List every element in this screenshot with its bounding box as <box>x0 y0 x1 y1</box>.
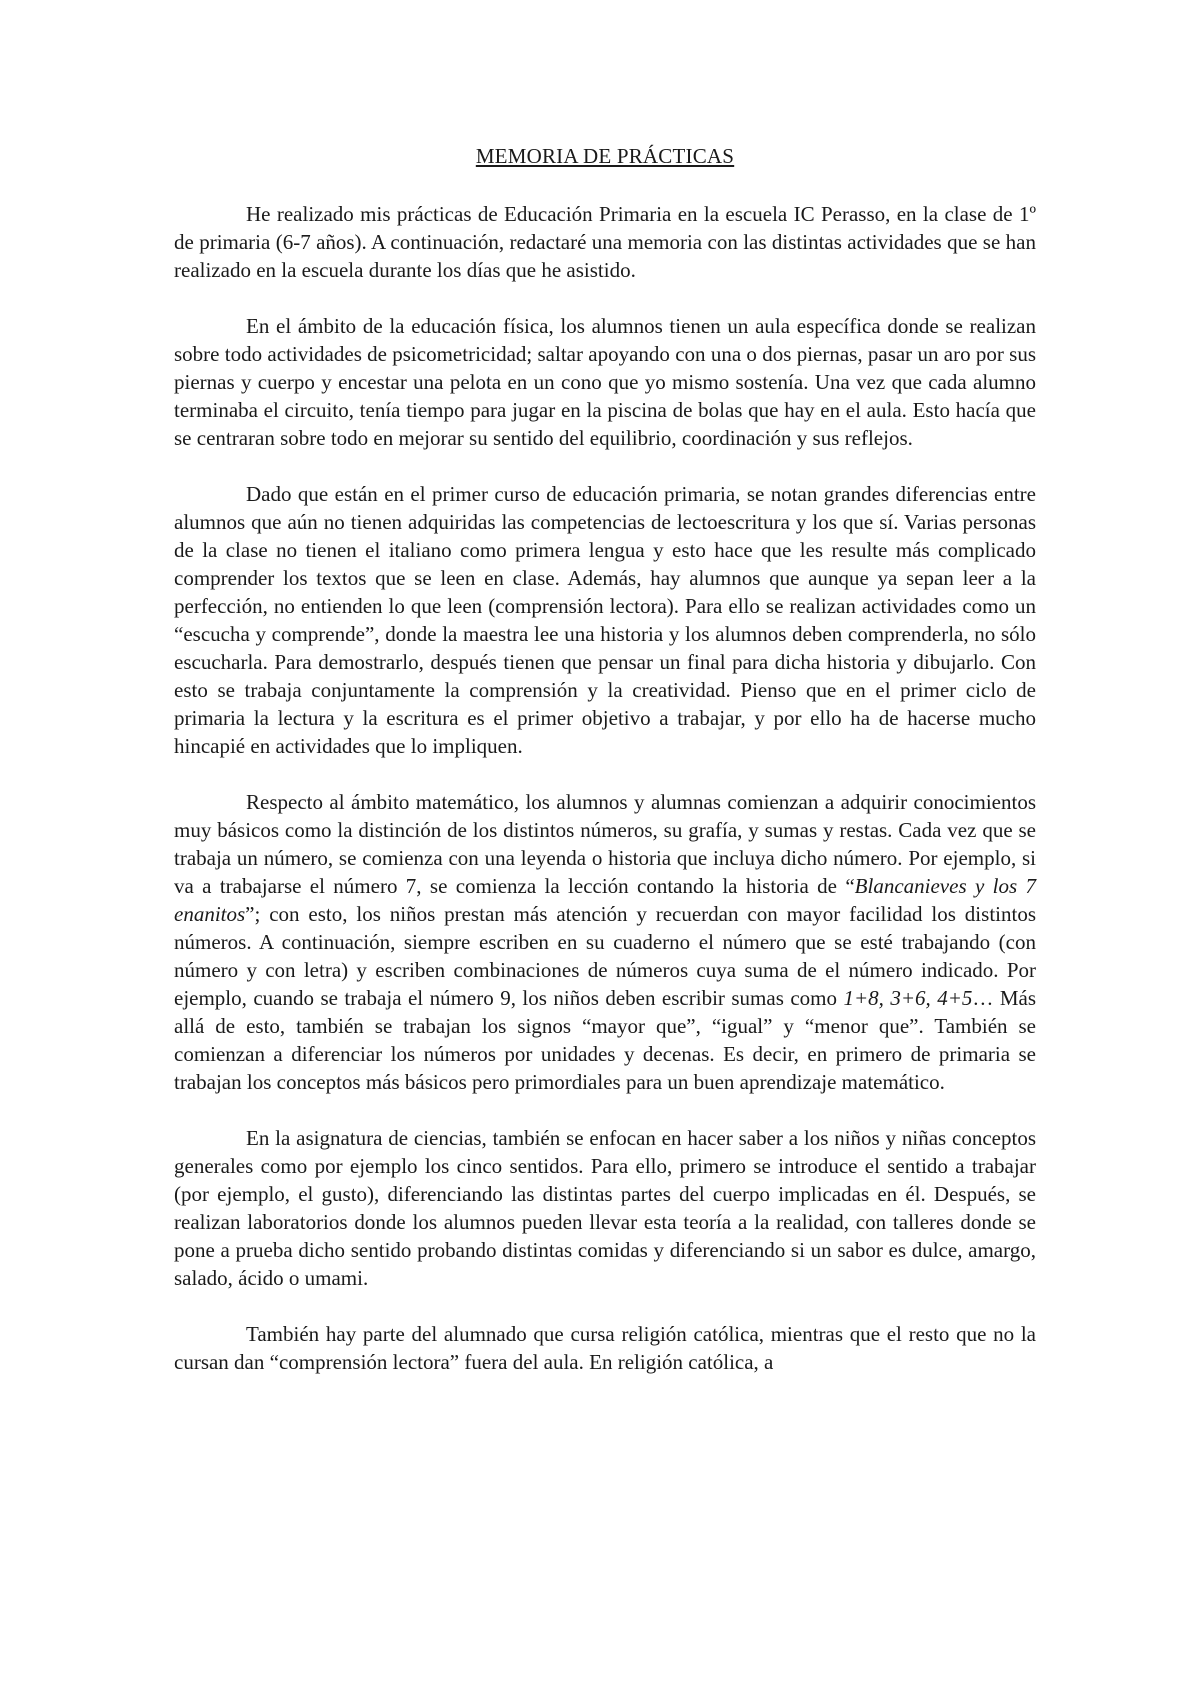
paragraph-text: En la asignatura de ciencias, también se enfocan en hacer saber a los niños y niñas conceptos generales como por ejemplo los cinco sentidos. Para ello, primero se introduce el sentido a trabajar (por ejemplo, el gusto), diferenciando las distintas partes del cuerpo implicadas en él. Después, se realizan laboratorios donde los alumnos pueden llevar esta teoría a la realidad, con talleres donde se pone a prueba dicho sentido probando distintas comidas y diferenciando si un sabor es dulce, amargo, salado, ácido o umami. <box>174 1126 1036 1290</box>
paragraph-text: He realizado mis prácticas de Educación Primaria en la escuela IC Perasso, en la clase de 1º de primaria (6-7 años). A continuación, redactaré una memoria con las distintas actividades que se han realizado en la escuela durante los días que he asistido. <box>174 202 1036 282</box>
body-paragraph <box>174 1320 1036 1376</box>
body-paragraph <box>174 480 1036 760</box>
paragraph-text: En el ámbito de la educación física, los alumnos tienen un aula específica donde se realizan sobre todo actividades de psicometricidad; saltar apoyando con una o dos piernas, pasar un aro por sus piernas y cuerpo y encestar una pelota en un cono que yo mismo sostenía. Una vez que cada alumno terminaba el circuito, tenía tiempo para jugar en la piscina de bolas que hay en el aula. Esto hacía que se centraran sobre todo en mejorar su sentido del equilibrio, coordinación y sus reflejos. <box>174 314 1036 450</box>
italic-text: 1+8, 3+6, 4+5 <box>843 986 973 1010</box>
paragraph-list <box>174 200 1036 1376</box>
italic-text: Blancanieves y los 7 enanitos <box>174 874 1036 926</box>
paragraph-text: Dado que están en el primer curso de educación primaria, se notan grandes diferencias entre alumnos que aún no tienen adquiridas las competencias de lectoescritura y los que sí. Varias personas de la clase no tienen el italiano como primera lengua y esto hace que les resulte más complicado comprender los textos que se leen en clase. Además, hay alumnos que aunque ya sepan leer a la perfección, no entienden lo que leen (comprensión lectora). Para ello se realizan actividades como un “escucha y comprende”, donde la maestra lee una historia y los alumnos deben comprenderla, no sólo escucharla. Para demostrarlo, después tienen que pensar un final para dicha historia y dibujarlo. Con esto se trabaja conjuntamente la comprensión y la creatividad. Pienso que en el primer ciclo de primaria la lectura y la escritura es el primer objetivo a trabajar, y por ello ha de hacerse mucho hincapié en actividades que lo impliquen. <box>174 482 1036 758</box>
body-paragraph <box>174 312 1036 452</box>
paragraph-text: ”; con esto, los niños prestan más atención y recuerdan con mayor facilidad los distintos números. A continuación, siempre escriben en su cuaderno el número que se esté trabajando (con número y con letra) y escriben combinaciones de números cuya suma de el número indicado. Por ejemplo, cuando se trabaja el número 9, los niños deben escribir sumas como <box>174 902 1036 1010</box>
paragraph-text: … Más allá de esto, también se trabajan los signos “mayor que”, “igual” y “menor que”. También se comienzan a diferenciar los números por unidades y decenas. Es decir, en primero de primaria se trabajan los conceptos más básicos pero primordiales para un buen aprendizaje matemático. <box>174 986 1036 1094</box>
document-title: MEMORIA DE PRÁCTICAS <box>475 144 735 168</box>
document-body <box>174 142 1036 1404</box>
paragraph-text: También hay parte del alumnado que cursa religión católica, mientras que el resto que no la cursan dan “comprensión lectora” fuera del aula. En religión católica, a <box>174 1322 1036 1374</box>
body-paragraph <box>174 200 1036 284</box>
paragraph-text: Respecto al ámbito matemático, los alumnos y alumnas comienzan a adquirir conocimientos muy básicos como la distinción de los distintos números, su grafía, y sumas y restas. Cada vez que se trabaja un número, se comienza con una leyenda o historia que incluya dicho número. Por ejemplo, si va a trabajarse el número 7, se comienza la lección contando la historia de “ <box>174 790 1036 898</box>
body-paragraph <box>174 1124 1036 1292</box>
body-paragraph <box>174 788 1036 1096</box>
